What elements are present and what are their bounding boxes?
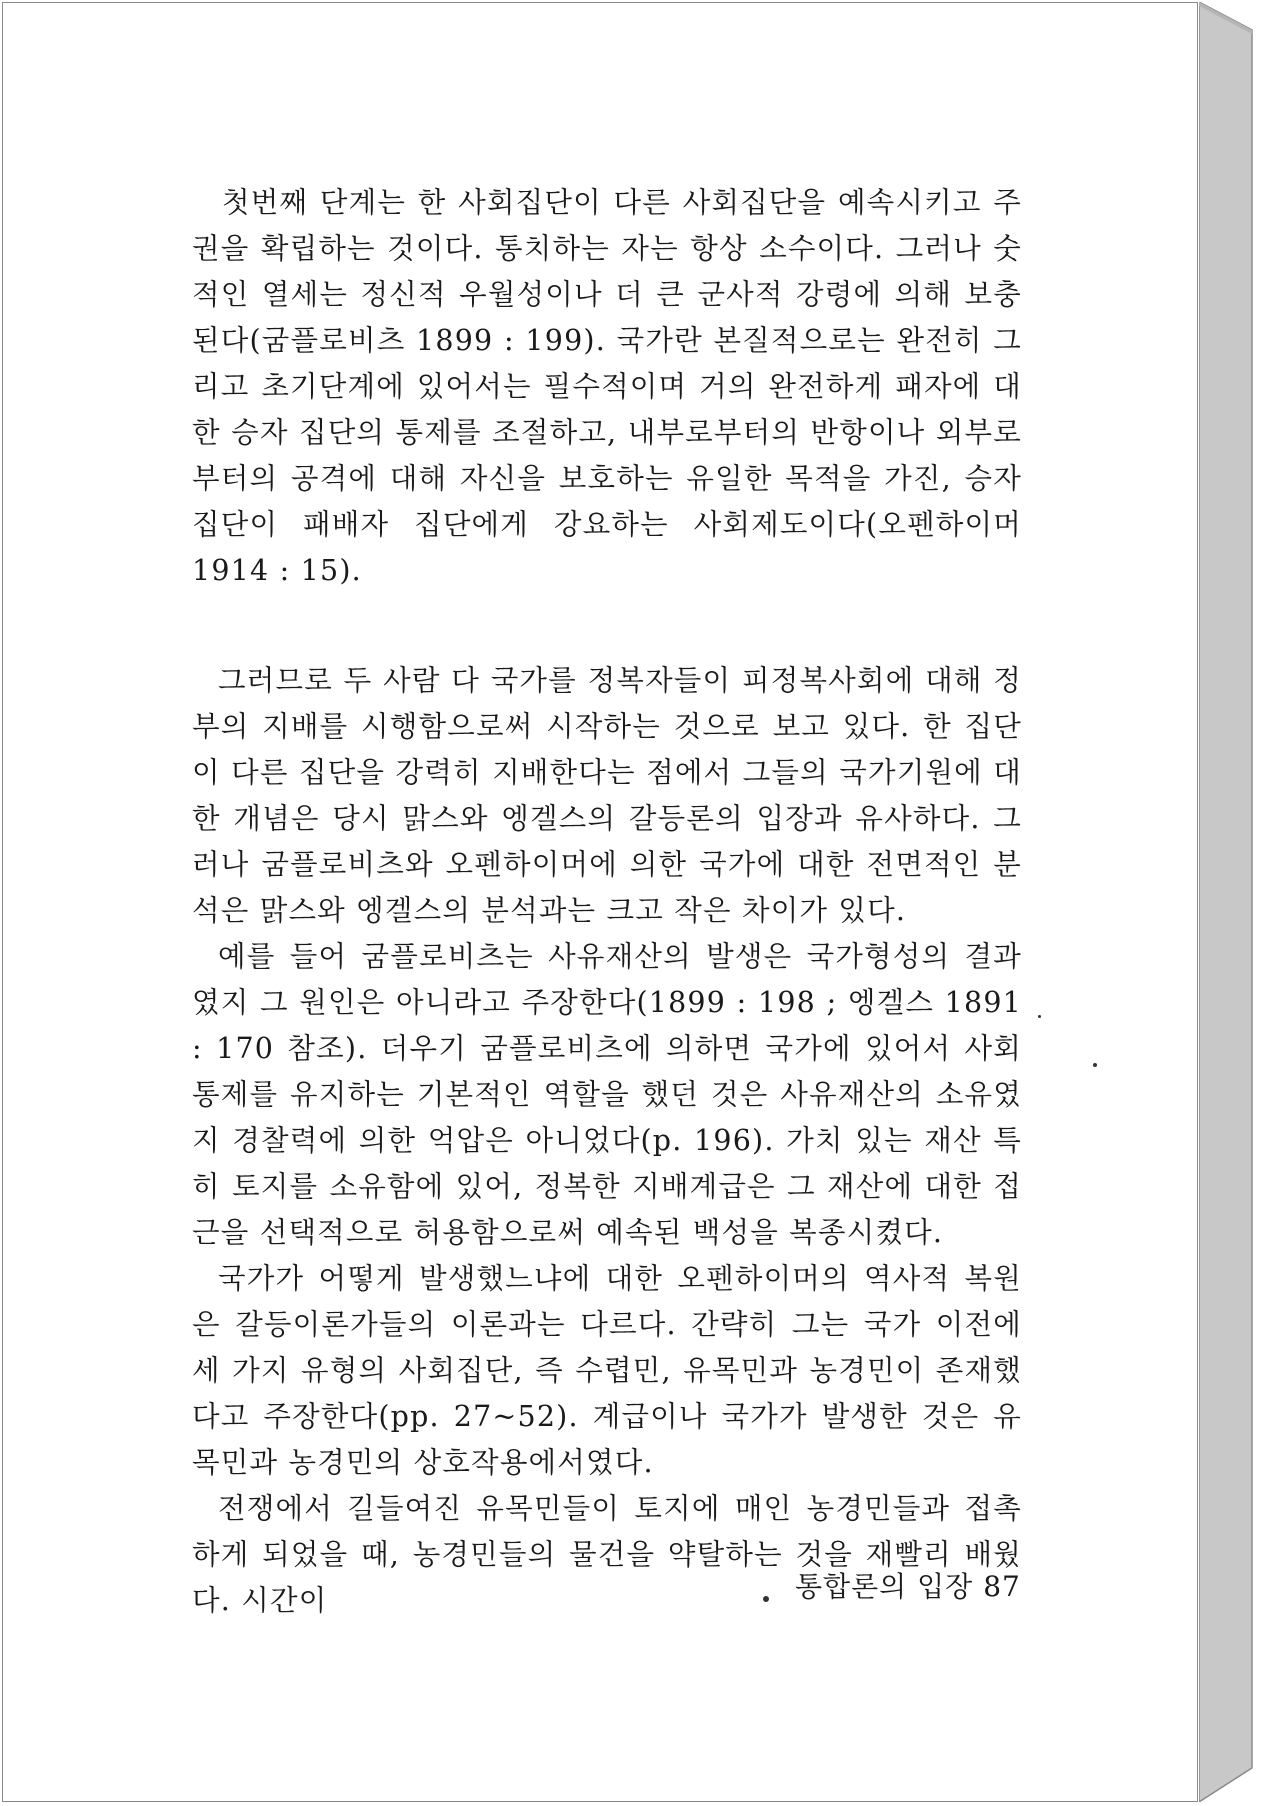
ink-speck [1038,1015,1041,1018]
ink-speck [1093,1063,1097,1067]
body-text [192,180,1022,1624]
paragraph-4: 국가가 어떻게 발생했느냐에 대한 오펜하이머의 역사적 복원은 갈등이론가들의 이론과는 다르다. 간략히 그는 국가 이전에 세 가지 유형의 사회집단, 즉 수렵민, 유목민과 농경민이 존재했다고 주장한다(pp. 27~52). 계급이나 국가가 발생한 것은 유목민과 농경민의 상호작용에서였다. [192,1262,1022,1479]
ink-speck [763,1596,769,1602]
book-edge [1199,2,1271,1802]
paragraph-1: 첫번째 단계는 한 사회집단이 다른 사회집단을 예속시키고 주권을 확립하는 것이다. 통치하는 자는 항상 소수이다. 그러나 숫적인 열세는 정신적 우월성이나 더 큰 군사적 강령에 의해 보충된다(굼플로비츠 1899 : 199). 국가란 본질적으로는 완전히 그리고 초기단계에 있어서는 필수적이며 거의 완전하게 패자에 대한 승자 집단의 통제를 조절하고, 내부로부터의 반항이나 외부로부터의 공격에 대해 자신을 보호하는 유일한 목적을 가진, 승자집단이 패배자 집단에게 강요하는 사회제도이다(오펜하이머 1914 : 15). [192,186,1022,587]
running-title: 통합론의 입장 [795,1570,974,1603]
paragraph-3: 예를 들어 굼플로비츠는 사유재산의 발생은 국가형성의 결과였지 그 원인은 아니라고 주장한다(1899 : 198 ; 엥겔스 1891 : 170 참조). 더우기 굼플로비츠에 의하면 국가에 있어서 사회통제를 유지하는 기본적인 역할을 했던 것은 사유재산의 소유였지 경찰력에 의한 억압은 아니었다(p. 196). 가치 있는 재산 특히 토지를 소유함에 있어, 정복한 지배계급은 그 재산에 대한 접근을 선택적으로 허용함으로써 예속된 백성을 복종시켰다. [192,940,1022,1249]
page-footer [795,1565,1021,1605]
paragraph-2: 그러므로 두 사람 다 국가를 정복자들이 피정복사회에 대해 정부의 지배를 시행함으로써 시작하는 것으로 보고 있다. 한 집단이 다른 집단을 강력히 지배한다는 점에서 그들의 국가기원에 대한 개념은 당시 맑스와 엥겔스의 갈등론의 입장과 유사하다. 그러나 굼플로비츠와 오펜하이머에 의한 국가에 대한 전면적인 분석은 맑스와 엥겔스의 분석과는 크고 작은 차이가 있다. [192,664,1022,927]
page-number: 87 [983,1570,1021,1603]
paragraph-5: 전쟁에서 길들여진 유목민들이 토지에 매인 농경민들과 접촉하게 되었을 때, 농경민들의 물건을 약탈하는 것을 재빨리 배웠다. 시간이 [192,1492,1022,1617]
